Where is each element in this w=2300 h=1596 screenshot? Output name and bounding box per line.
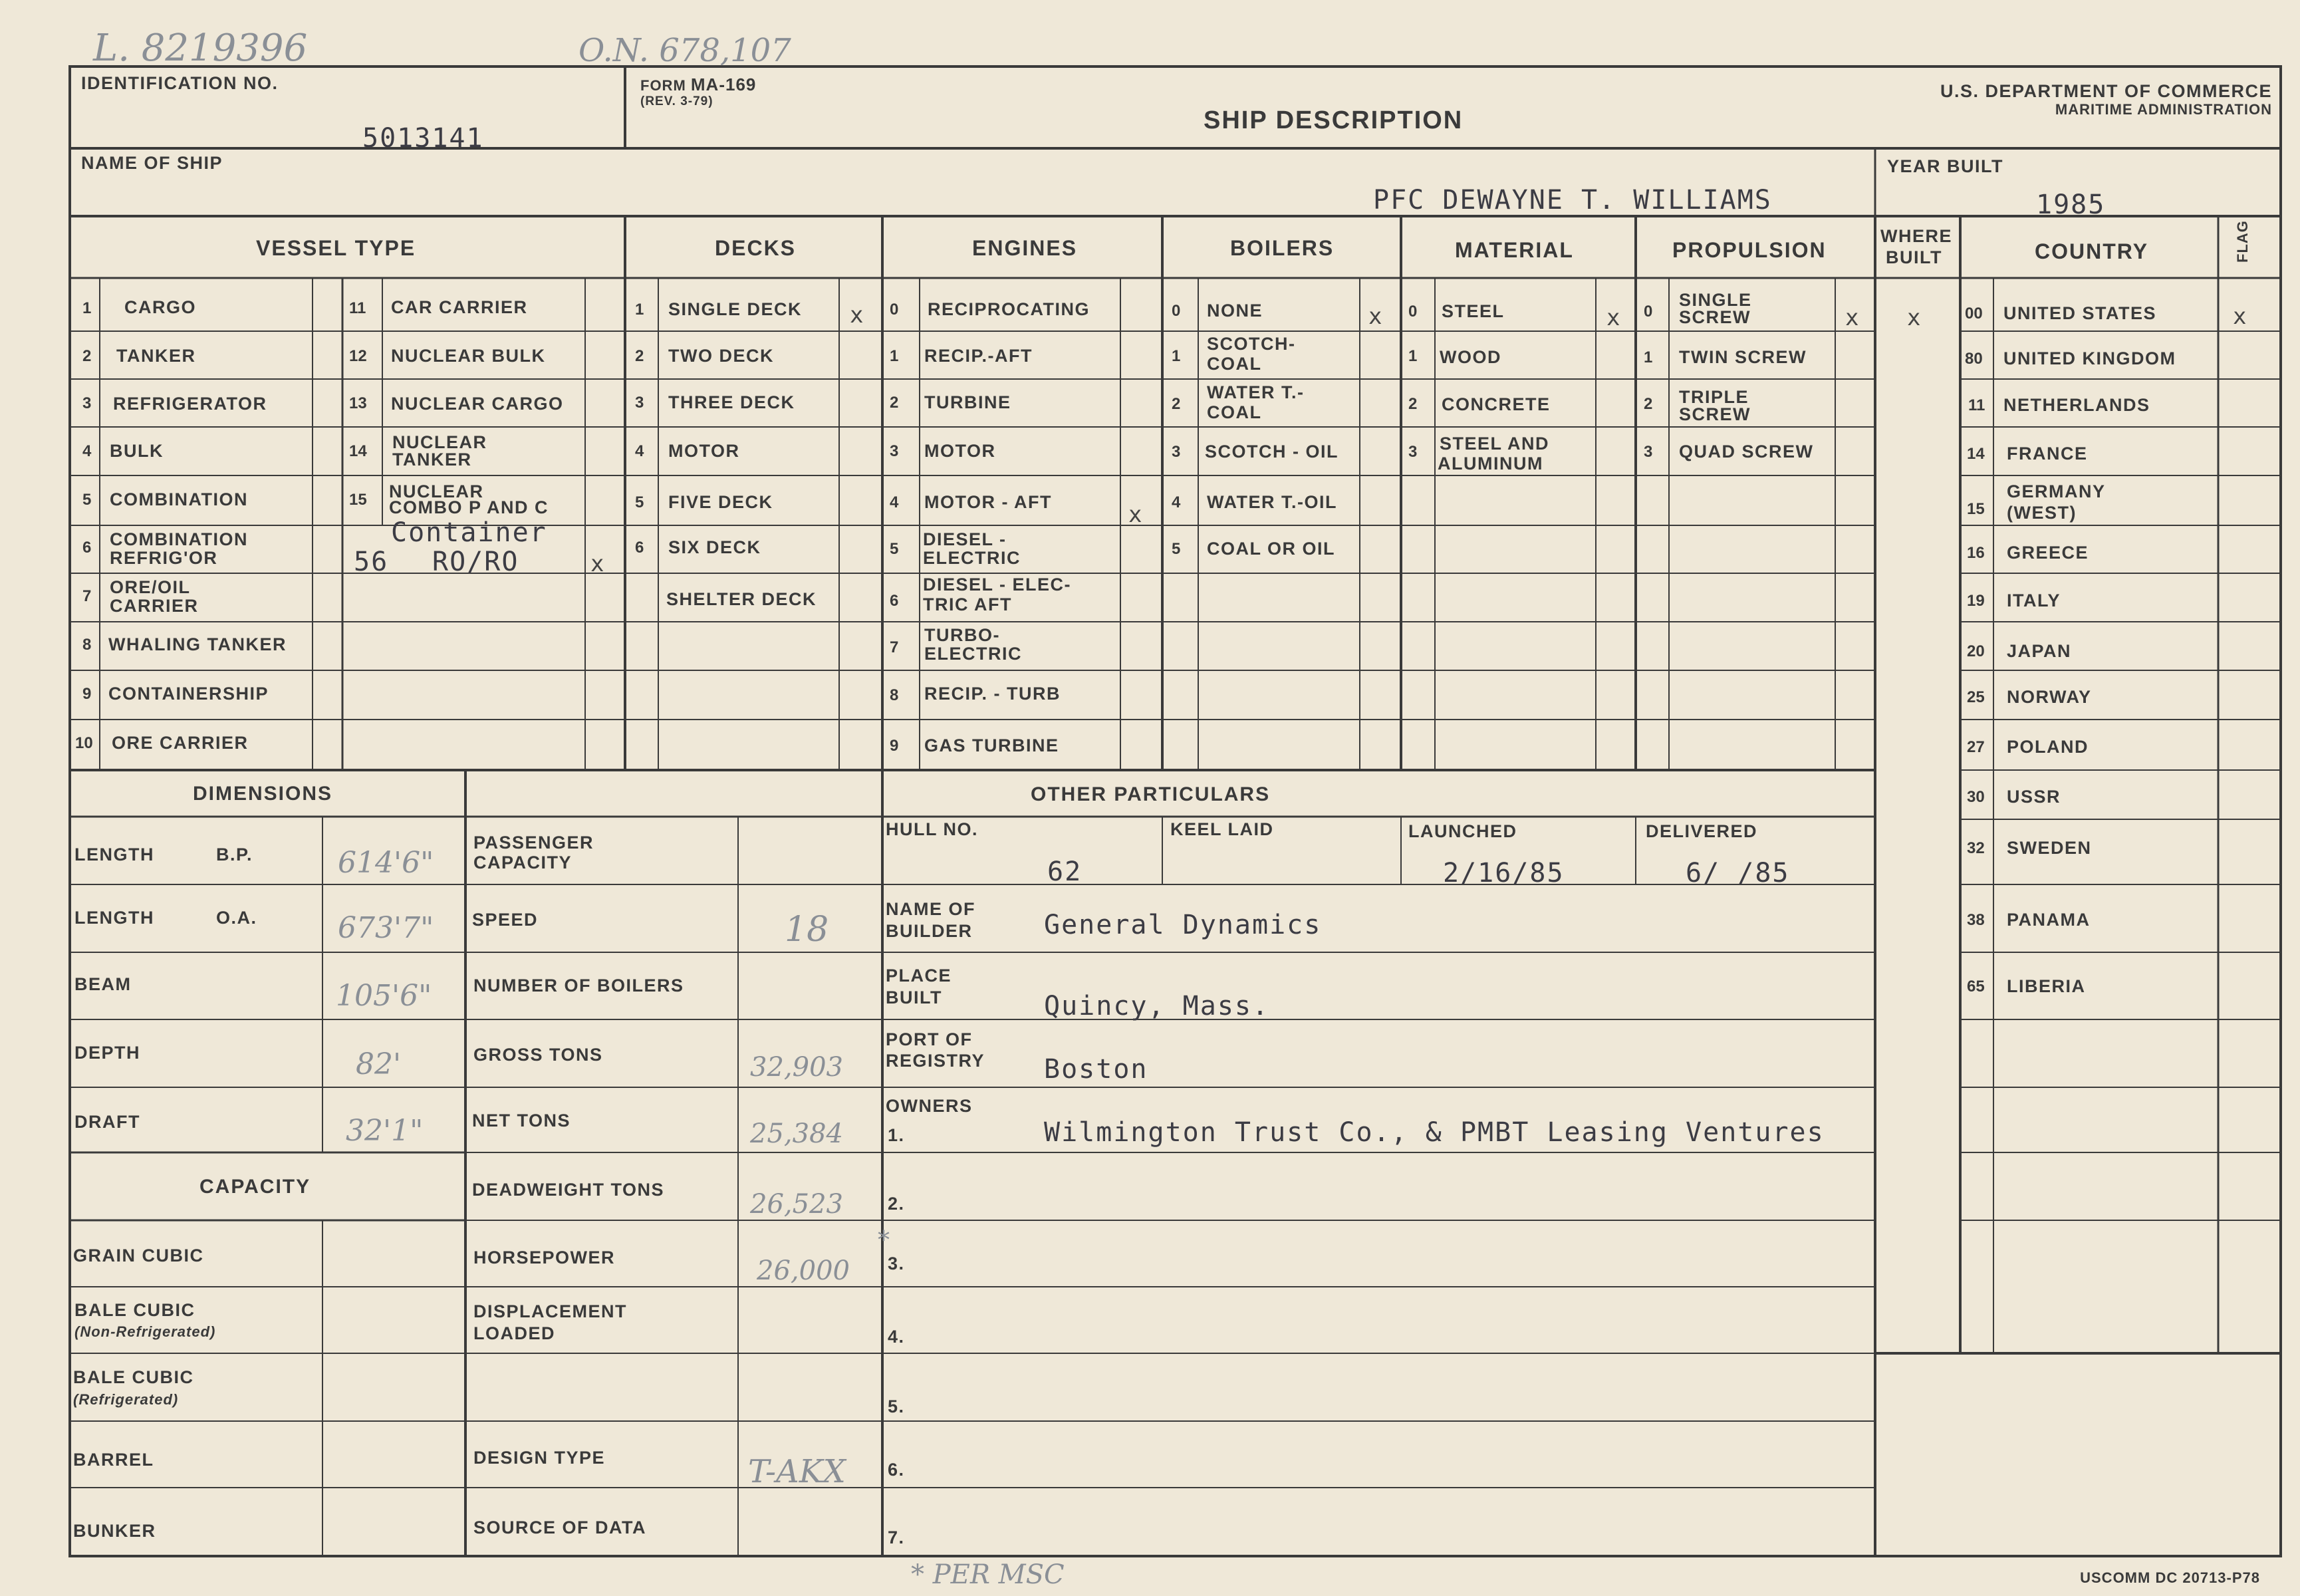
deck-label: SINGLE DECK <box>668 299 803 319</box>
launched-label: LAUNCHED <box>1408 821 1517 841</box>
vessel-type-custom-number: 56 <box>354 547 389 577</box>
year-built-label: YEAR BUILT <box>1887 156 2003 176</box>
builder-value: General Dynamics <box>1044 910 1322 940</box>
vessel-type-number: 4 <box>82 442 92 460</box>
vessel-type-number: 8 <box>82 636 92 654</box>
boiler-number: 4 <box>1172 493 1181 511</box>
engine-label: MOTOR - AFT <box>924 492 1052 512</box>
boiler-check: x <box>1368 303 1382 330</box>
particular-label: HORSEPOWER <box>473 1248 616 1267</box>
material-header: MATERIAL <box>1455 238 1574 262</box>
country-code: 30 <box>1967 788 1985 806</box>
vessel-type-number: 11 <box>349 299 366 317</box>
deck-label: FIVE DECK <box>668 492 773 512</box>
engine-label-2: TRIC AFT <box>923 595 1012 614</box>
propulsion-number: 0 <box>1644 303 1653 321</box>
place-built-label: PLACE <box>886 966 952 986</box>
engine-label: RECIP. - TURB <box>924 684 1061 704</box>
vessel-type-number: 1 <box>82 299 92 317</box>
country-label: JAPAN <box>2007 641 2072 661</box>
dimension-label: LENGTH <box>74 845 154 864</box>
dimension-label: BEAM <box>74 974 132 994</box>
engine-label: TURBO- <box>924 625 1000 645</box>
boiler-number: 5 <box>1172 540 1181 558</box>
vessel-type-label: TANKER <box>116 346 196 366</box>
propulsion-number: 3 <box>1644 443 1653 461</box>
engine-label: TURBINE <box>924 392 1011 412</box>
deck-label: TWO DECK <box>668 346 774 366</box>
boilers-header: BOILERS <box>1230 236 1335 260</box>
owner-number: 1. <box>888 1125 905 1145</box>
owner-value: Wilmington Trust Co., & PMBT Leasing Ventures <box>1044 1117 1825 1148</box>
country-code: 20 <box>1967 642 1985 660</box>
material-label: WOOD <box>1440 347 1501 367</box>
port-of-registry-label: PORT OF <box>886 1029 973 1049</box>
propulsion-label: TRIPLE <box>1679 387 1749 407</box>
vessel-type-custom-label: Container <box>391 517 547 548</box>
dept-line-1: U.S. DEPARTMENT OF COMMERCE <box>1940 81 2272 101</box>
dept-line-2: MARITIME ADMINISTRATION <box>2055 101 2272 118</box>
country-label: POLAND <box>2007 737 2089 757</box>
deck-label: SIX DECK <box>668 537 761 557</box>
dimension-value: 32'1" <box>346 1114 424 1148</box>
vessel-type-label: NUCLEAR <box>392 432 487 452</box>
owners-label: OWNERS <box>886 1096 973 1116</box>
engine-label-2: ELECTRIC <box>923 548 1021 568</box>
particular-value: 26,523 <box>750 1189 843 1220</box>
propulsion-label: QUAD SCREW <box>1679 442 1814 462</box>
engine-number: 8 <box>890 686 899 704</box>
country-label-2: (WEST) <box>2007 503 2077 523</box>
vessel-type-number: 14 <box>349 442 367 460</box>
capacity-sublabel: (Refrigerated) <box>73 1391 179 1408</box>
vessel-type-number: 3 <box>82 394 92 412</box>
vessel-type-label-2: TANKER <box>392 450 472 469</box>
particular-value: 25,384 <box>750 1119 843 1149</box>
dimension-sublabel: B.P. <box>216 845 253 864</box>
engine-label: MOTOR <box>924 441 996 461</box>
vessel-type-number: 10 <box>75 734 93 752</box>
country-label: NORWAY <box>2007 687 2092 707</box>
particular-value: T-AKX <box>748 1453 846 1490</box>
boiler-number: 3 <box>1172 443 1181 461</box>
material-label: CONCRETE <box>1442 394 1551 414</box>
capacity-label: BALE CUBIC <box>74 1300 195 1320</box>
vessel-type-label: COMBINATION <box>110 489 248 509</box>
country-header: COUNTRY <box>2035 239 2149 263</box>
engine-number: 5 <box>890 540 899 558</box>
engine-number: 4 <box>890 493 899 511</box>
capacity-label: BUNKER <box>73 1521 156 1541</box>
propulsion-header: PROPULSION <box>1672 238 1827 262</box>
form-rev: (REV. 3-79) <box>640 94 713 108</box>
l-number-note: L. 8219396 <box>93 27 308 70</box>
deck-number: 3 <box>635 394 644 412</box>
deck-number: 1 <box>635 301 644 319</box>
vessel-type-label: CONTAINERSHIP <box>108 684 269 704</box>
dimension-value: 673'7" <box>338 911 434 945</box>
country-label: SWEDEN <box>2007 838 2092 858</box>
country-code: 00 <box>1965 305 1983 323</box>
dimension-value: 82' <box>356 1047 402 1081</box>
port-of-registry-label-2: REGISTRY <box>886 1051 985 1071</box>
particular-label: PASSENGER <box>473 833 594 853</box>
country-code: 16 <box>1967 544 1985 562</box>
country-code: 11 <box>1968 396 1985 414</box>
dimension-label: DEPTH <box>74 1043 141 1063</box>
vessel-type-label: NUCLEAR <box>389 481 484 501</box>
boiler-number: 2 <box>1172 395 1181 413</box>
builder-label-2: BUILDER <box>886 921 973 941</box>
place-built-label-2: BUILT <box>886 988 942 1007</box>
material-label: STEEL <box>1442 301 1505 321</box>
propulsion-label-2: SCREW <box>1679 307 1751 327</box>
particular-label-2: LOADED <box>473 1323 555 1343</box>
particular-value: 26,000 <box>757 1256 850 1286</box>
material-number: 0 <box>1408 303 1418 321</box>
country-code: 27 <box>1967 738 1985 756</box>
engines-header: ENGINES <box>972 236 1078 260</box>
material-check: x <box>1606 305 1620 331</box>
material-label: STEEL AND <box>1440 434 1550 454</box>
material-number: 1 <box>1408 347 1418 365</box>
country-code: 80 <box>1965 350 1983 368</box>
engine-label: RECIP.-AFT <box>924 346 1033 366</box>
asterisk-note-mark: * <box>878 1227 890 1254</box>
engine-label: DIESEL - ELEC- <box>923 575 1072 595</box>
capacity-label: GRAIN CUBIC <box>73 1246 204 1265</box>
particular-value: 18 <box>785 910 829 950</box>
engine-number: 7 <box>890 638 899 656</box>
country-label: UNITED STATES <box>2003 303 2157 323</box>
engine-label: DIESEL - <box>923 529 1007 549</box>
dimension-sublabel: O.A. <box>216 908 257 928</box>
particular-label: DESIGN TYPE <box>473 1448 606 1468</box>
particular-label-2: CAPACITY <box>473 853 573 872</box>
vessel-type-number: 13 <box>349 394 367 412</box>
propulsion-label-2: SCREW <box>1679 404 1751 424</box>
flag-check: x <box>2233 303 2247 330</box>
country-label: UNITED KINGDOM <box>2003 348 2176 368</box>
place-built-value: Quincy, Mass. <box>1044 991 1270 1021</box>
particular-label: NUMBER OF BOILERS <box>473 976 684 996</box>
vessel-type-label-2: COMBO P AND C <box>389 497 549 517</box>
where-built-check: x <box>1907 305 1921 331</box>
vessel-type-label: NUCLEAR BULK <box>391 346 546 366</box>
owner-number: 5. <box>888 1396 905 1416</box>
country-label: PANAMA <box>2007 910 2091 930</box>
owner-number: 2. <box>888 1194 905 1214</box>
delivered-value: 6/ /85 <box>1686 858 1790 888</box>
country-label: NETHERLANDS <box>2003 395 2150 415</box>
deck-number: 5 <box>635 493 644 511</box>
vessel-type-label: WHALING TANKER <box>108 634 287 654</box>
engine-number: 9 <box>890 737 899 755</box>
vessel-type-number: 9 <box>82 685 92 703</box>
engine-label: GAS TURBINE <box>924 735 1059 755</box>
vessel-type-header: VESSEL TYPE <box>256 236 416 260</box>
vessel-type-custom-label-2: RO/RO <box>432 547 519 577</box>
vessel-type-label: CAR CARRIER <box>391 297 528 317</box>
where-built-header-1: WHERE <box>1880 226 1952 246</box>
boiler-number: 0 <box>1172 302 1181 320</box>
hull-no-label: HULL NO. <box>886 819 978 839</box>
port-of-registry-value: Boston <box>1044 1054 1148 1085</box>
country-code: 65 <box>1967 978 1985 996</box>
vessel-type-number: 7 <box>82 587 92 605</box>
other-particulars-header: OTHER PARTICULARS <box>1031 783 1271 805</box>
on-number-note: O.N. 678,107 <box>578 32 791 69</box>
country-label: USSR <box>2007 787 2061 807</box>
delivered-label: DELIVERED <box>1646 821 1758 841</box>
boiler-label: COAL OR OIL <box>1207 539 1336 559</box>
deck-label: SHELTER DECK <box>666 589 817 609</box>
deck-check: x <box>850 302 864 329</box>
owner-number: 6. <box>888 1460 905 1480</box>
deck-label: THREE DECK <box>668 392 795 412</box>
particular-value: 32,903 <box>750 1052 843 1083</box>
boiler-label-2: COAL <box>1207 402 1262 422</box>
vessel-type-number: 2 <box>82 347 92 365</box>
country-code: 25 <box>1967 688 1985 706</box>
hull-no-value: 62 <box>1047 857 1083 887</box>
particular-label: DEADWEIGHT TONS <box>472 1180 665 1200</box>
per-msc-note: * PER MSC <box>911 1559 1065 1590</box>
owner-number: 7. <box>888 1528 905 1547</box>
capacity-header: CAPACITY <box>199 1176 311 1198</box>
particular-label: SPEED <box>472 910 539 930</box>
vessel-type-label: COMBINATION <box>110 529 248 549</box>
boiler-number: 1 <box>1172 347 1181 365</box>
propulsion-number: 2 <box>1644 395 1653 413</box>
year-built-value: 1985 <box>2036 190 2106 220</box>
identification-label: IDENTIFICATION NO. <box>81 73 279 93</box>
country-label: GREECE <box>2007 543 2089 563</box>
where-built-header-2: BUILT <box>1886 247 1942 267</box>
engine-number: 2 <box>890 394 899 412</box>
decks-header: DECKS <box>715 236 797 260</box>
vessel-type-number: 12 <box>349 347 367 365</box>
flag-header: FLAG <box>2234 220 2251 263</box>
engine-label-2: ELECTRIC <box>924 644 1022 664</box>
vessel-type-label-2: REFRIG'OR <box>110 548 218 568</box>
vessel-type-number: 5 <box>82 491 92 509</box>
dimensions-header: DIMENSIONS <box>193 783 333 805</box>
identification-value: 5013141 <box>362 123 484 154</box>
builder-label: NAME OF <box>886 899 975 919</box>
country-code: 14 <box>1967 445 1985 463</box>
country-code: 38 <box>1967 911 1985 929</box>
deck-number: 2 <box>635 347 644 365</box>
keel-laid-label: KEEL LAID <box>1170 819 1274 839</box>
boiler-label: WATER T.-OIL <box>1207 492 1337 512</box>
vessel-type-label: NUCLEAR CARGO <box>391 394 564 414</box>
vessel-type-number: 15 <box>349 491 367 509</box>
vessel-type-label: ORE CARRIER <box>112 733 249 753</box>
propulsion-label: TWIN SCREW <box>1679 347 1807 367</box>
engine-number: 6 <box>890 592 899 610</box>
deck-number: 4 <box>635 442 644 460</box>
owner-number: 4. <box>888 1327 905 1347</box>
engine-number: 3 <box>890 442 899 460</box>
dimension-value: 105'6" <box>336 979 432 1013</box>
material-label-2: ALUMINUM <box>1438 454 1543 473</box>
propulsion-number: 1 <box>1644 348 1653 366</box>
country-label: LIBERIA <box>2007 976 2086 996</box>
material-number: 2 <box>1408 395 1418 413</box>
form-label: FORM MA-169 <box>640 74 757 94</box>
dimension-value: 614'6" <box>338 846 434 880</box>
capacity-label: BALE CUBIC <box>73 1367 194 1387</box>
vessel-type-label-2: CARRIER <box>110 596 199 616</box>
country-label: FRANCE <box>2007 444 2088 464</box>
boiler-label: SCOTCH- <box>1207 334 1296 354</box>
vessel-type-label: ORE/OIL <box>110 577 191 597</box>
capacity-sublabel: (Non-Refrigerated) <box>74 1323 216 1340</box>
propulsion-check: x <box>1845 305 1859 331</box>
deck-label: MOTOR <box>668 441 740 461</box>
engine-number: 0 <box>890 301 899 319</box>
uscomm-code: USCOMM DC 20713-P78 <box>2080 1569 2260 1586</box>
propulsion-label: SINGLE <box>1679 290 1752 310</box>
particular-label: SOURCE OF DATA <box>473 1518 646 1537</box>
boiler-label-2: COAL <box>1207 354 1262 374</box>
dimension-label: LENGTH <box>74 908 154 928</box>
country-code: 15 <box>1967 500 1985 518</box>
form-title: SHIP DESCRIPTION <box>1204 106 1464 134</box>
vessel-type-number: 6 <box>82 539 92 557</box>
dimension-label: DRAFT <box>74 1112 140 1132</box>
material-number: 3 <box>1408 443 1418 461</box>
vessel-type-label: BULK <box>110 441 164 461</box>
vessel-type-label: REFRIGERATOR <box>113 394 267 414</box>
particular-label: GROSS TONS <box>473 1045 603 1065</box>
engine-number: 1 <box>890 347 899 365</box>
boiler-label: NONE <box>1207 301 1263 321</box>
vessel-type-label: CARGO <box>124 297 196 317</box>
country-code: 32 <box>1967 839 1985 857</box>
name-of-ship-label: NAME OF SHIP <box>81 153 223 173</box>
boiler-label: WATER T.- <box>1207 382 1305 402</box>
launched-value: 2/16/85 <box>1443 858 1565 888</box>
country-label: ITALY <box>2007 591 2061 610</box>
name-of-ship-value: PFC DEWAYNE T. WILLIAMS <box>1373 185 1772 215</box>
boiler-label: SCOTCH - OIL <box>1205 442 1339 462</box>
capacity-label: BARREL <box>73 1450 154 1470</box>
vessel-type-custom-check: x <box>590 551 604 577</box>
particular-label: NET TONS <box>472 1111 571 1130</box>
country-label: GERMANY <box>2007 481 2106 501</box>
particular-label: DISPLACEMENT <box>473 1301 628 1321</box>
engine-label: RECIPROCATING <box>928 299 1090 319</box>
deck-number: 6 <box>635 539 644 557</box>
owner-number: 3. <box>888 1254 905 1273</box>
country-code: 19 <box>1967 592 1985 610</box>
engine-check: x <box>1128 501 1142 528</box>
